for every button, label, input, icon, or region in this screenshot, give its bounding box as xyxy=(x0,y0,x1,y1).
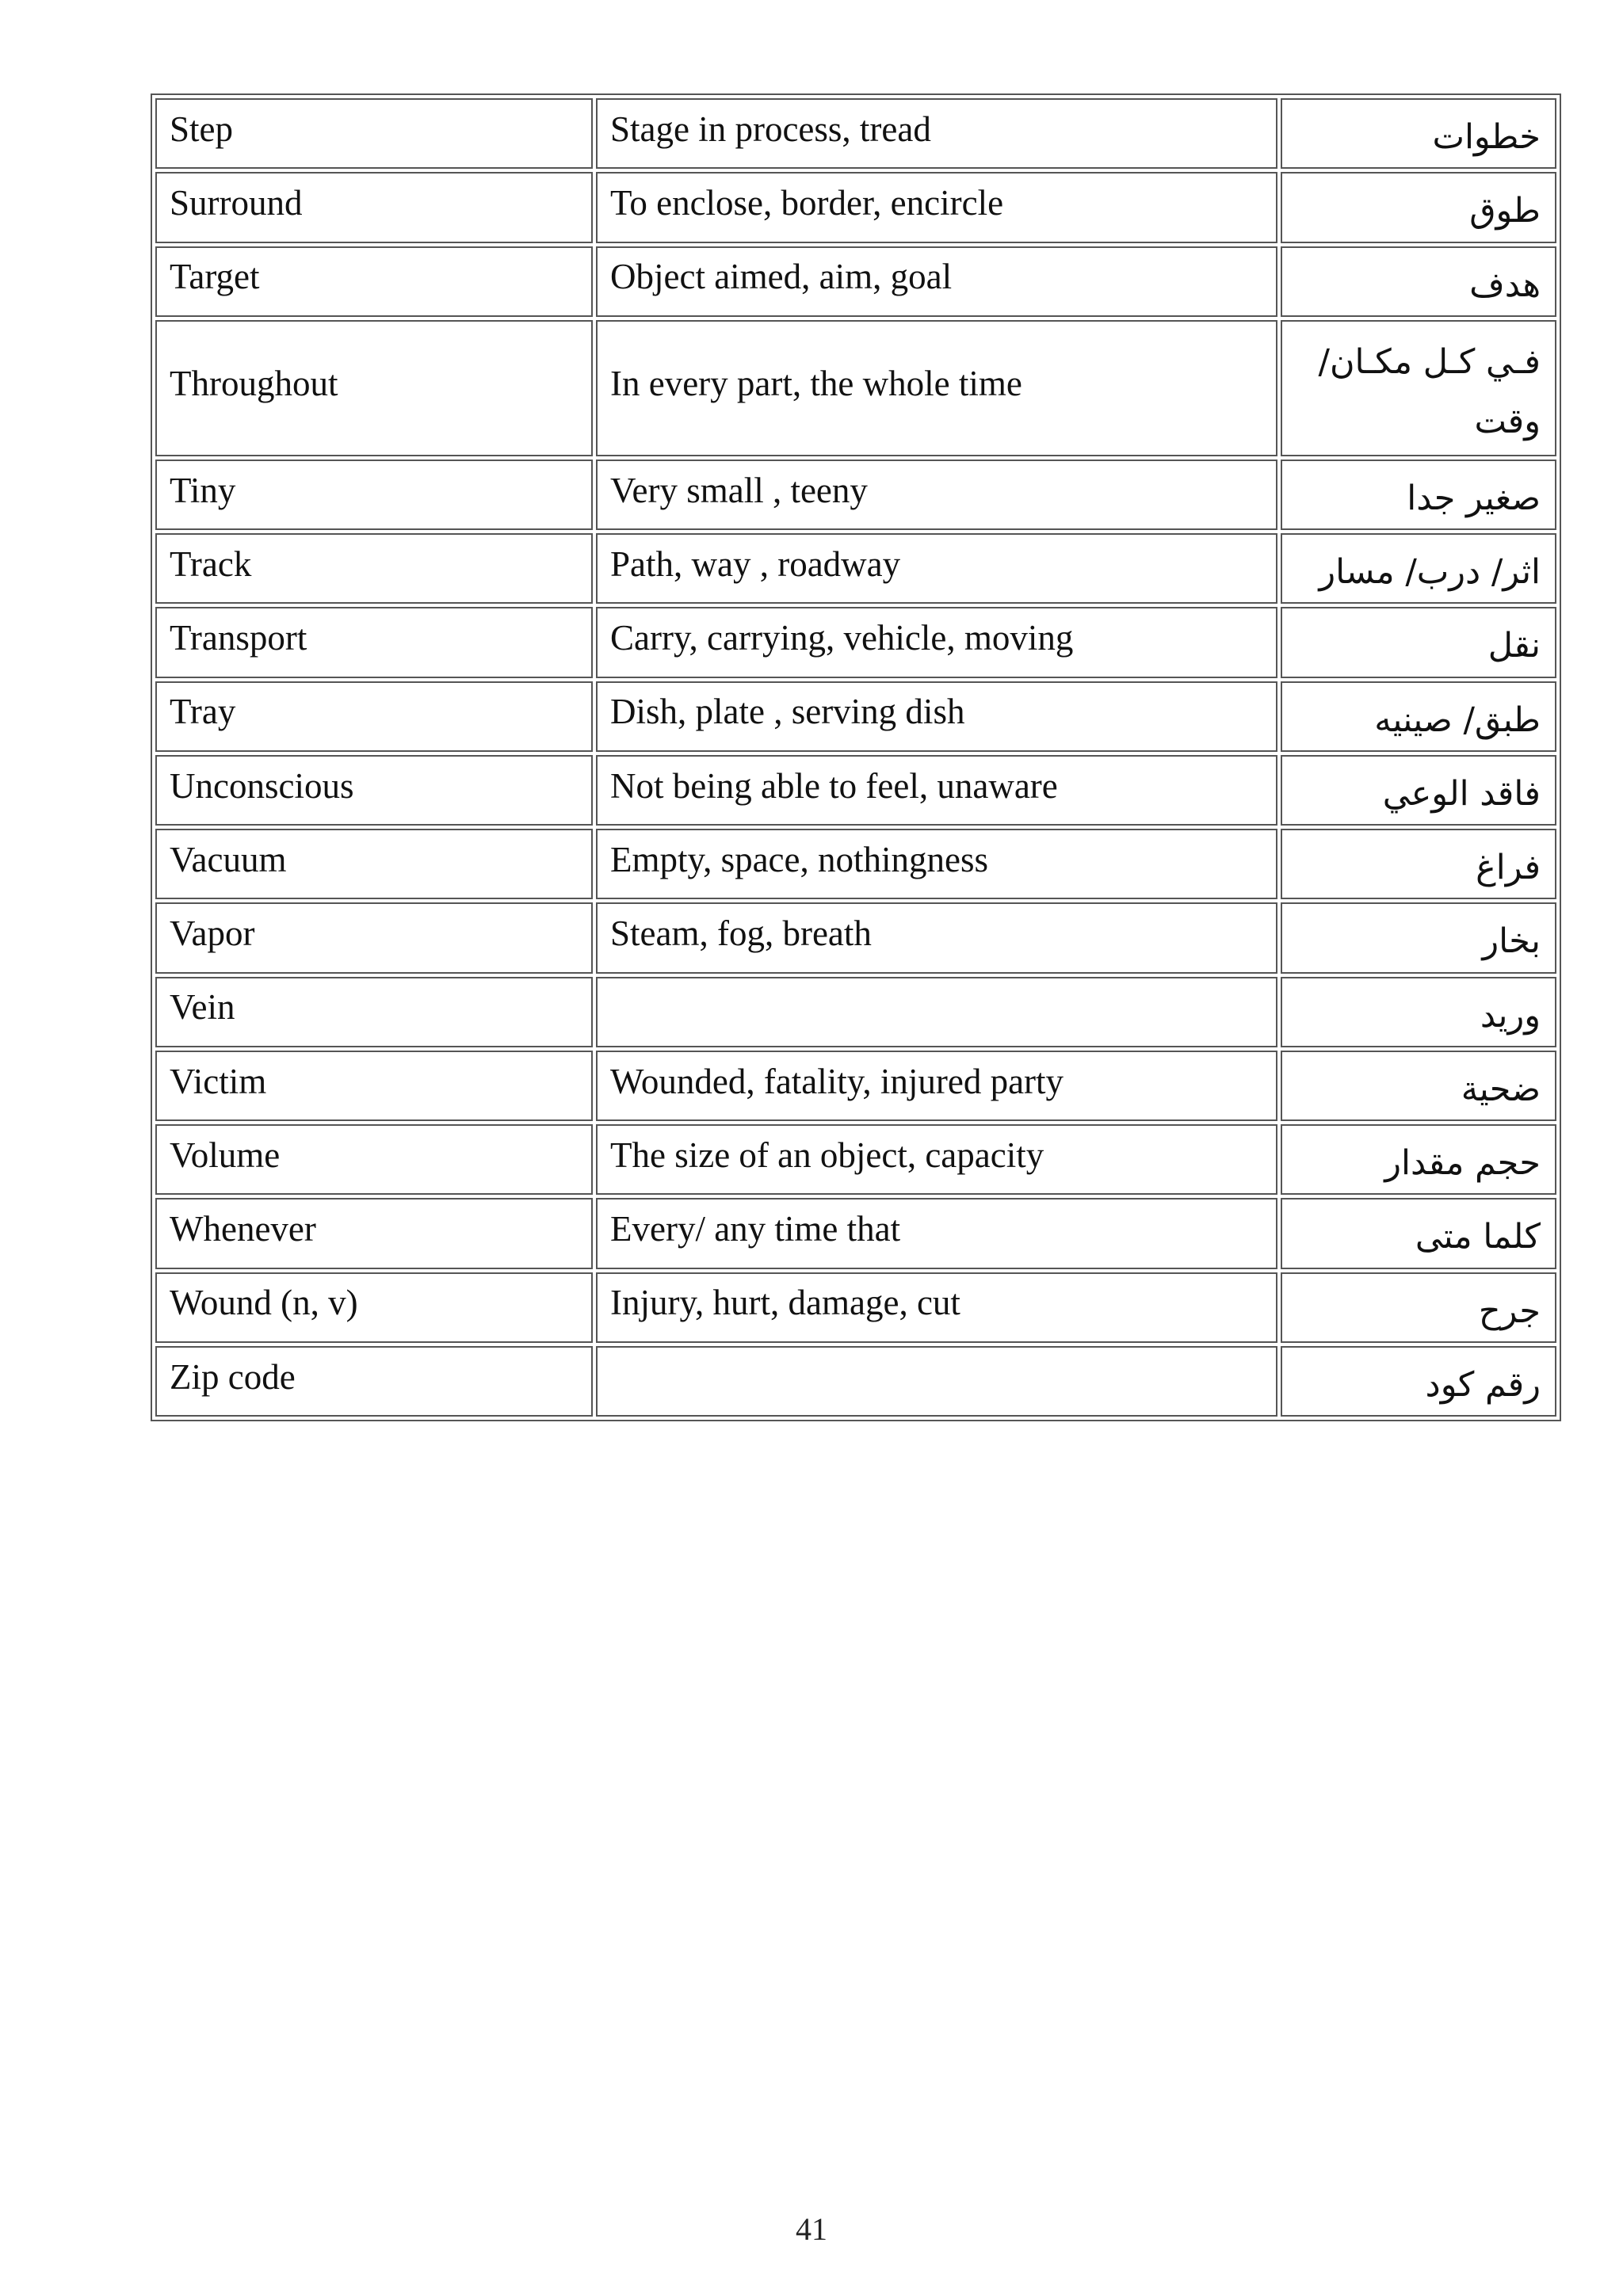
definition-cell: Path, way , roadway xyxy=(596,533,1277,604)
english-word-cell: Vacuum xyxy=(155,829,593,899)
table-row xyxy=(155,902,1556,973)
table-row xyxy=(155,755,1556,826)
arabic-translation-cell: خطوات xyxy=(1281,98,1556,169)
definition-cell: Wounded, fatality, injured party xyxy=(596,1051,1277,1121)
table-row xyxy=(155,460,1556,530)
table-row xyxy=(155,98,1556,169)
arabic-translation-cell: ضحية xyxy=(1281,1051,1556,1121)
english-word-cell: Target xyxy=(155,246,593,317)
arabic-translation-cell: فاقد الوعي xyxy=(1281,755,1556,826)
table-row xyxy=(155,1346,1556,1417)
arabic-translation-cell: فراغ xyxy=(1281,829,1556,899)
english-word-cell: Surround xyxy=(155,172,593,242)
english-word-cell: Transport xyxy=(155,607,593,677)
vocabulary-table-body xyxy=(155,98,1556,1417)
table-row xyxy=(155,1272,1556,1343)
arabic-translation-cell: صغير جدا xyxy=(1281,460,1556,530)
arabic-translation-cell: بخار xyxy=(1281,902,1556,973)
table-row xyxy=(155,172,1556,242)
table-row xyxy=(155,977,1556,1047)
definition-cell: Carry, carrying, vehicle, moving xyxy=(596,607,1277,677)
english-word-cell: Tiny xyxy=(155,460,593,530)
definition-cell: Stage in process, tread xyxy=(596,98,1277,169)
arabic-translation-cell: نقل xyxy=(1281,607,1556,677)
definition-cell xyxy=(596,1346,1277,1417)
table-row xyxy=(155,1198,1556,1268)
english-word-cell: Wound (n, v) xyxy=(155,1272,593,1343)
definition-cell: The size of an object, capacity xyxy=(596,1124,1277,1195)
table-row xyxy=(155,533,1556,604)
arabic-translation-cell: اثر/ درب/ مسار xyxy=(1281,533,1556,604)
definition-cell: In every part, the whole time xyxy=(596,320,1277,456)
table-row xyxy=(155,1124,1556,1195)
english-word-cell: Zip code xyxy=(155,1346,593,1417)
table-row xyxy=(155,1051,1556,1121)
english-word-cell: Victim xyxy=(155,1051,593,1121)
english-word-cell: Whenever xyxy=(155,1198,593,1268)
table-row xyxy=(155,681,1556,752)
table-row xyxy=(155,246,1556,317)
english-word-cell: Tray xyxy=(155,681,593,752)
definition-cell xyxy=(596,977,1277,1047)
table-row xyxy=(155,829,1556,899)
arabic-translation-cell: هدف xyxy=(1281,246,1556,317)
arabic-translation-cell: فـي كـل مكـان/ وقت xyxy=(1281,320,1556,456)
vocabulary-table xyxy=(151,93,1561,1421)
arabic-translation-cell: طوق xyxy=(1281,172,1556,242)
arabic-translation-cell: كلما متى xyxy=(1281,1198,1556,1268)
arabic-translation-cell: طبق/ صينيه xyxy=(1281,681,1556,752)
english-word-cell: Step xyxy=(155,98,593,169)
definition-cell: Object aimed, aim, goal xyxy=(596,246,1277,317)
definition-cell: Not being able to feel, unaware xyxy=(596,755,1277,826)
definition-cell: To enclose, border, encircle xyxy=(596,172,1277,242)
definition-cell: Very small , teeny xyxy=(596,460,1277,530)
english-word-cell: Unconscious xyxy=(155,755,593,826)
english-word-cell: Volume xyxy=(155,1124,593,1195)
definition-cell: Injury, hurt, damage, cut xyxy=(596,1272,1277,1343)
table-row xyxy=(155,320,1556,456)
english-word-cell: Vapor xyxy=(155,902,593,973)
arabic-translation-cell: جرح xyxy=(1281,1272,1556,1343)
table-row xyxy=(155,607,1556,677)
english-word-cell: Vein xyxy=(155,977,593,1047)
definition-cell: Steam, fog, breath xyxy=(596,902,1277,973)
page-number: 41 xyxy=(796,2211,827,2247)
arabic-translation-cell: وريد xyxy=(1281,977,1556,1047)
arabic-translation-cell: رقم كود xyxy=(1281,1346,1556,1417)
definition-cell: Dish, plate , serving dish xyxy=(596,681,1277,752)
english-word-cell: Track xyxy=(155,533,593,604)
arabic-translation-cell: حجم مقدار xyxy=(1281,1124,1556,1195)
english-word-cell: Throughout xyxy=(155,320,593,456)
definition-cell: Every/ any time that xyxy=(596,1198,1277,1268)
definition-cell: Empty, space, nothingness xyxy=(596,829,1277,899)
